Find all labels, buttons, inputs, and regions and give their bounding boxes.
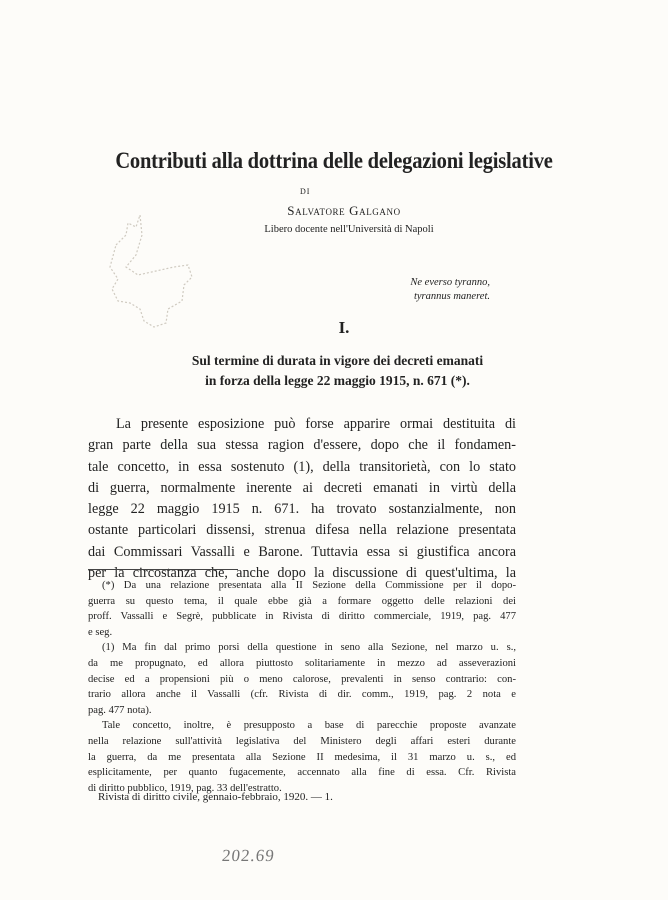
footnote-line: la guerra, da me presentata alla Sezione II medesima, il 31 marzo u. s., ed: [88, 751, 516, 763]
footnotes: [88, 578, 516, 796]
footnote-line: proff. Vassalli e Segrè, pubblicate in Rivista di diritto commerciale, 1919, pag. 477: [88, 611, 516, 623]
footnote-1: [88, 640, 516, 718]
footnote-line: trario allora anche il Vassalli (cfr. Rivista di dir. comm., 1919, pag. 2 nota e: [88, 689, 516, 701]
body-line: tale concetto, in essa sostenuto (1), della transitorietà, con lo stato: [88, 458, 516, 475]
footnote-line: nella relazione sull'attività legislativa del Ministero degli affari esteri durante: [88, 735, 516, 747]
footnote-line: esplicitamente, per quanto fugacemente, accennato alla fine di essa. Cfr. Rivista: [88, 767, 516, 779]
footnote-line: guerra su questo tema, il quale ebbe già a formare oggetto delle relazioni dei: [88, 595, 516, 607]
author-preposition: DI: [300, 187, 311, 196]
body-line: legge 22 maggio 1915 n. 671. ha trovato sostanzialmente, non: [88, 501, 516, 518]
epigraph-line: Ne everso tyranno,: [410, 277, 490, 288]
library-stamp-number: 202.69: [221, 846, 276, 865]
body-line: di guerra, normalmente inerente ai decreti emanati in virtù della: [88, 479, 516, 496]
footnote-divider: [88, 569, 238, 570]
author-name: Salvatore Galgano: [287, 203, 401, 218]
footnote-star: [88, 578, 516, 640]
body-text: [88, 414, 516, 584]
article-title: Contributi alla dottrina delle delegazioni legislative: [115, 148, 553, 174]
footnote-1-continued: [88, 718, 516, 796]
section-subtitle: [100, 351, 575, 391]
footnote-line: (*) Da una relazione presentata alla II Sezione della Commissione per il dopo-: [102, 580, 516, 591]
epigraph: [390, 276, 490, 304]
author-affiliation: Libero docente nell'Università di Napoli: [264, 224, 434, 235]
footnote-line: e seg.: [88, 626, 113, 638]
footnote-line: da me propugnato, ed allora piuttosto solitariamente in mezzo ad asseverazioni: [88, 657, 516, 669]
footnote-line: decise ed a propensioni più o meno calorose, prevalenti in senso contrario: con-: [88, 673, 516, 685]
body-line: gran parte della sua stessa ragion d'essere, dopo che il fondamen-: [88, 437, 516, 454]
subtitle-line: in forza della legge 22 maggio 1915, n. 671 (*).: [205, 373, 470, 388]
body-line: La presente esposizione può forse apparire ormai destituita di: [116, 416, 516, 432]
subtitle-line: Sul termine di durata in vigore dei decreti emanati: [191, 353, 484, 368]
footnote-line: di diritto pubblico, 1919, pag. 33 dell'estratto.: [88, 782, 282, 794]
body-line: per la circostanza che, anche dopo la discussione di quest'ultima, la: [88, 565, 516, 582]
body-line: ostante particolari dissensi, strenua difesa nella relazione presentata: [88, 522, 516, 539]
section-number: I.: [338, 318, 350, 337]
epigraph-line: tyrannus maneret.: [413, 291, 490, 302]
journal-footer: Rivista di diritto civile, gennaio-febbraio, 1920. — 1.: [98, 791, 333, 803]
footnote-line: (1) Ma fin dal primo porsi della questione in seno alla Sezione, nel marzo u. s.,: [102, 642, 516, 654]
footnote-line: Tale concetto, inoltre, è presupposto a base di parecchie proposte avanzate: [102, 720, 516, 732]
footnote-line: pag. 477 nota).: [88, 704, 152, 716]
body-line: dai Commissari Vassalli e Barone. Tuttavia essa si giustifica ancora: [88, 543, 516, 560]
